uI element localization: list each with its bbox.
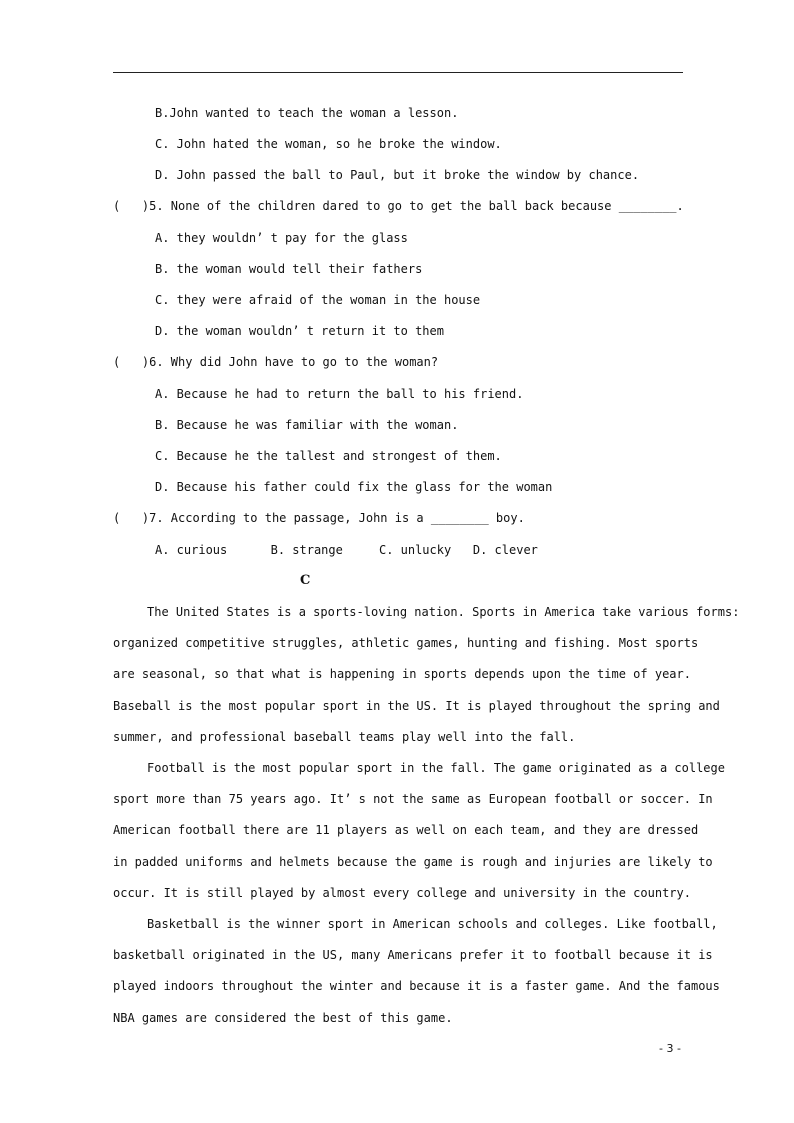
q6-option-b: B. Because he was familiar with the woman.	[155, 418, 459, 432]
q6-stem: ( )6. Why did John have to go to the woman?	[113, 355, 439, 369]
passage-line: Basketball is the winner sport in American schools and colleges. Like football,	[147, 917, 718, 931]
passage-line: occur. It is still played by almost every college and university in the country.	[113, 886, 691, 900]
passage-line: summer, and professional baseball teams play well into the fall.	[113, 730, 576, 744]
q6-option-d: D. Because his father could fix the glass for the woman	[155, 480, 553, 494]
q5-option-d: D. the woman wouldn’ t return it to them	[155, 324, 444, 338]
q5-option-a: A. they wouldn’ t pay for the glass	[155, 231, 408, 245]
q4-option-b: B.John wanted to teach the woman a lesson.	[155, 106, 459, 120]
q6-option-a: A. Because he had to return the ball to his friend.	[155, 387, 524, 401]
q6-option-c: C. Because he the tallest and strongest of them.	[155, 449, 502, 463]
passage-line: played indoors throughout the winter and because it is a faster game. And the famous	[113, 979, 720, 993]
q4-option-d: D. John passed the ball to Paul, but it broke the window by chance.	[155, 168, 640, 182]
passage-line: NBA games are considered the best of this game.	[113, 1011, 453, 1025]
q7-options: A. curious B. strange C. unlucky D. clever	[155, 543, 538, 557]
q5-option-b: B. the woman would tell their fathers	[155, 262, 423, 276]
q5-stem: ( )5. None of the children dared to go to get the ball back because ________.	[113, 199, 684, 213]
q5-option-c: C. they were afraid of the woman in the house	[155, 293, 481, 307]
passage-line: in padded uniforms and helmets because the game is rough and injuries are likely to	[113, 855, 713, 869]
passage-line: The United States is a sports-loving nation. Sports in America take various forms:	[147, 605, 740, 619]
q7-stem: ( )7. According to the passage, John is a ________ boy.	[113, 511, 525, 525]
q4-option-c: C. John hated the woman, so he broke the window.	[155, 137, 502, 151]
header-rule	[113, 72, 683, 73]
passage-line: sport more than 75 years ago. It’ s not the same as European football or soccer. In	[113, 792, 713, 806]
section-heading: C	[300, 573, 311, 588]
passage-line: are seasonal, so that what is happening in sports depends upon the time of year.	[113, 667, 691, 681]
passage-line: organized competitive struggles, athletic games, hunting and fishing. Most sports	[113, 636, 699, 650]
passage-line: American football there are 11 players as well on each team, and they are dressed	[113, 823, 699, 837]
passage-line: basketball originated in the US, many Americans prefer it to football because it is	[113, 948, 713, 962]
passage-line: Football is the most popular sport in the fall. The game originated as a college	[147, 761, 725, 775]
page-number: - 3 -	[659, 1042, 681, 1055]
passage-line: Baseball is the most popular sport in the US. It is played throughout the spring and	[113, 699, 720, 713]
